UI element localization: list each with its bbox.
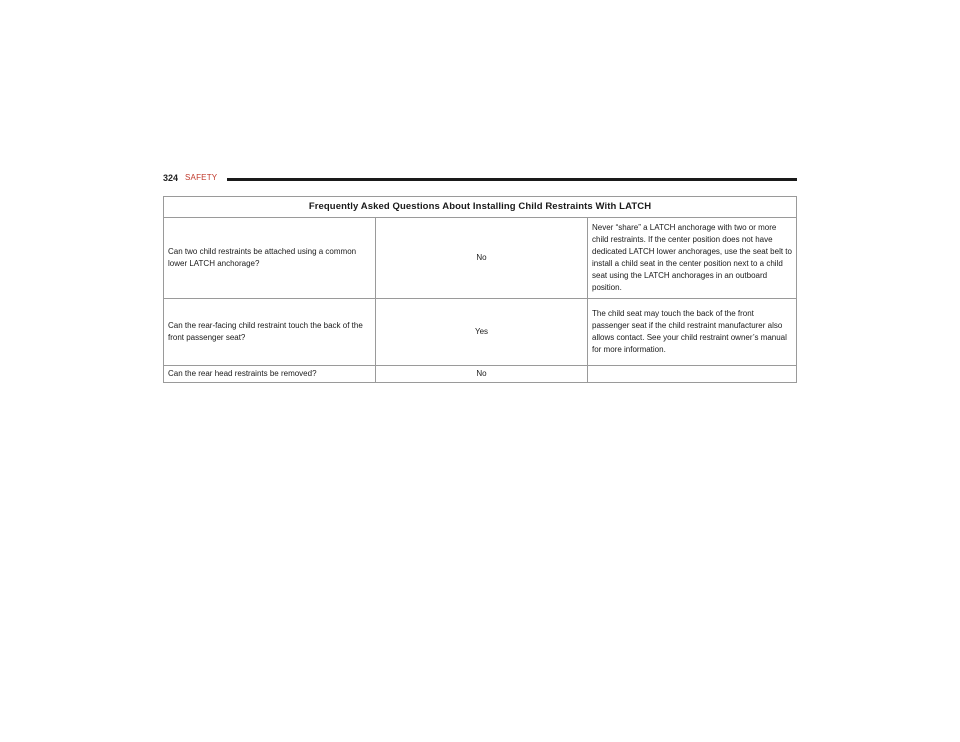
note-cell: Never “share” a LATCH anchorage with two or more child restraints. If the center position does not have dedicated LATCH lower anchorages, use the seat belt to install a child seat in the center position next to a child seat using the LATCH anchorages in an outboard position.: [588, 218, 797, 299]
page-header: [163, 171, 797, 185]
answer-cell: No: [376, 218, 588, 299]
faq-table: [163, 196, 797, 383]
section-label: SAFETY: [185, 173, 218, 182]
page-number: 324: [163, 173, 179, 183]
question-cell: Can the rear-facing child restraint touch the back of the front passenger seat?: [164, 299, 376, 366]
question-cell: Can the rear head restraints be removed?: [164, 366, 376, 383]
question-cell: Can two child restraints be attached using a common lower LATCH anchorage?: [164, 218, 376, 299]
table-row: [164, 299, 797, 366]
table-title: Frequently Asked Questions About Installing Child Restraints With LATCH: [164, 197, 797, 218]
note-cell: The child seat may touch the back of the front passenger seat if the child restraint manufacturer also allows contact. See your child restraint owner’s manual for more information.: [588, 299, 797, 366]
table-row: [164, 218, 797, 299]
answer-cell: No: [376, 366, 588, 383]
table-row: [164, 366, 797, 383]
answer-cell: Yes: [376, 299, 588, 366]
header-rule: [227, 178, 797, 181]
table-title-row: [164, 197, 797, 218]
note-cell: [588, 366, 797, 383]
